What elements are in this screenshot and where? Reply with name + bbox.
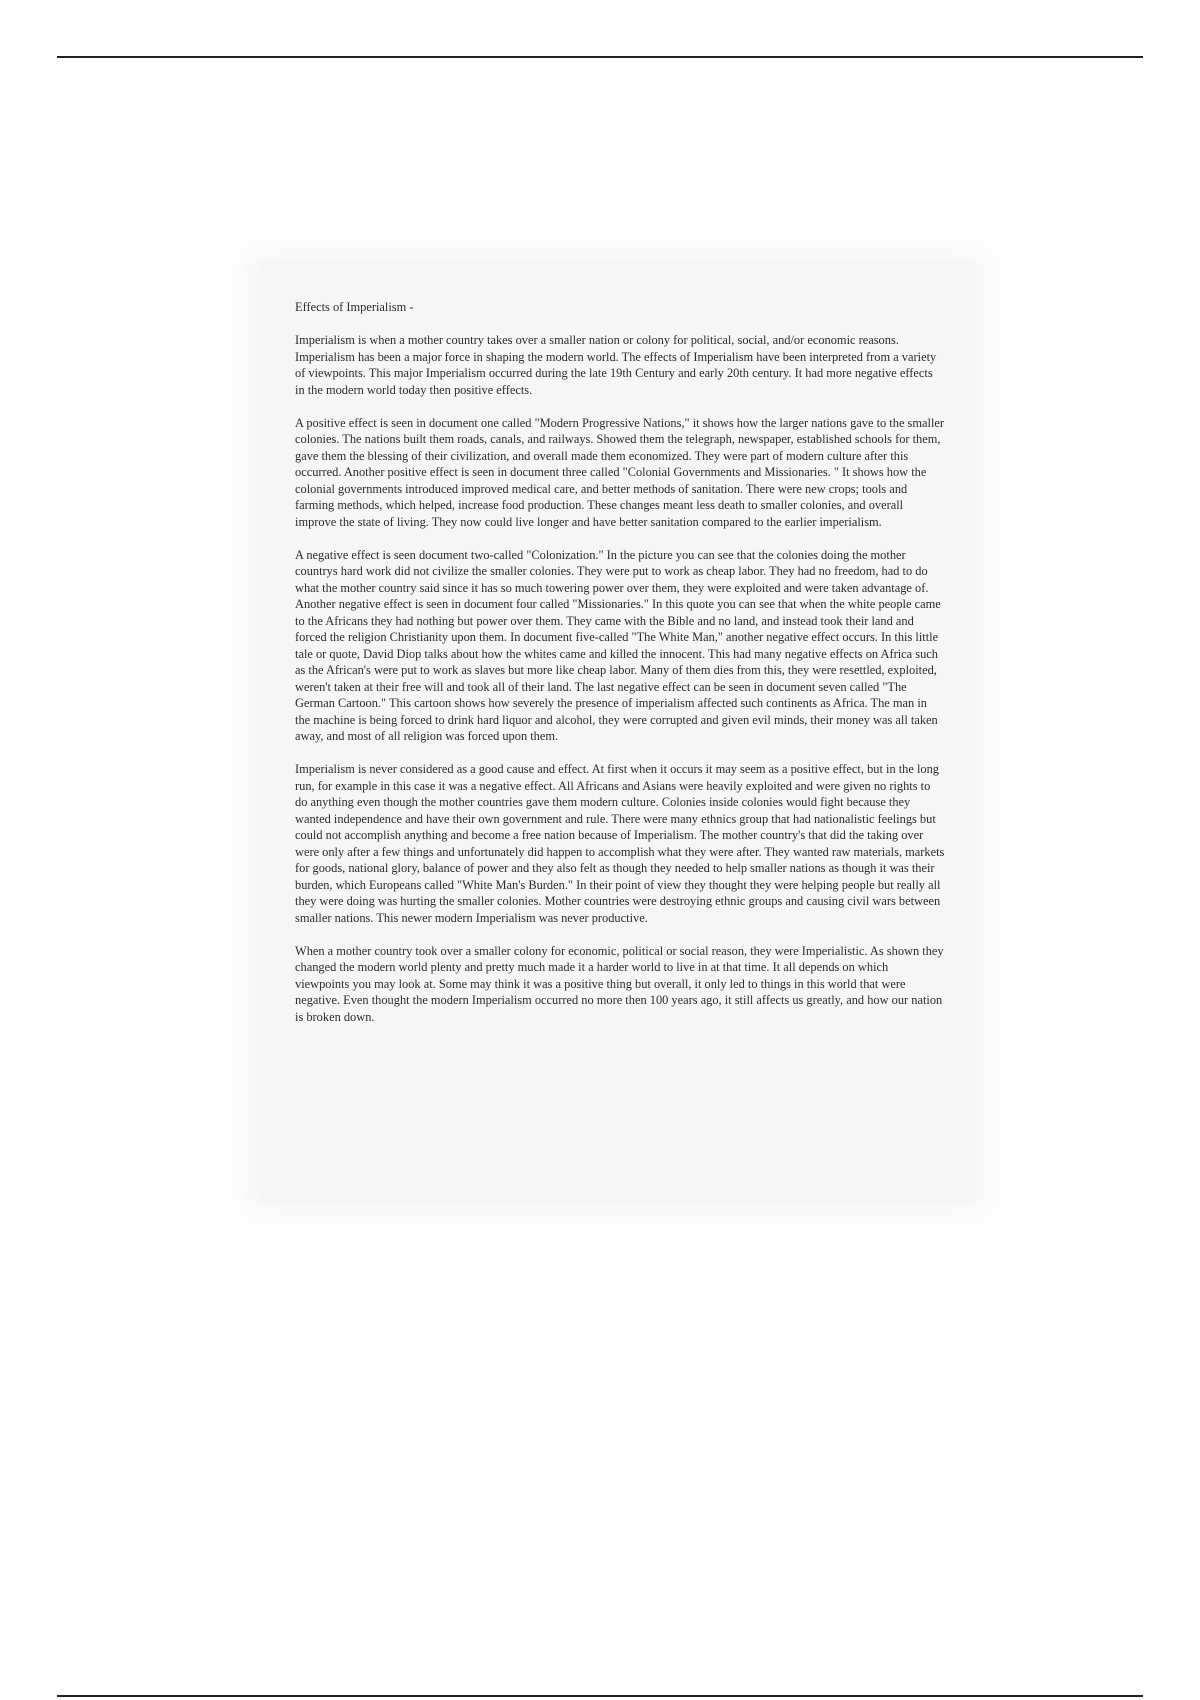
essay-paragraph-negative: A negative effect is seen document two-called "Colonization." In the picture you can see that the colonies doing the mother countrys hard work did not civilize the smaller colonies. They were put to work as cheap labor. They had no freedom, had to do what the mother country said since it has so much towering power over them, they were exploited and were taken advantage of. Another negative effect is seen in document four called "Missionaries." In this quote you can see that when the white people came to the Africans they had nothing but power over them. They came with the Bible and no land, and instead took their land and forced the religion Christianity upon them. In document five-called "The White Man," another negative effect occurs. In this little tale or quote, David Diop talks about how the whites came and killed the innocent. This had many negative effects on Africa such as the African's were put to work as slaves but more like cheap labor. Many of them dies from this, they were resettled, exploited, weren't taken at their free will and took all of their land. The last negative effect can be seen in document seven called "The German Cartoon." This cartoon shows how severely the presence of imperialism affected such continents as Africa. The man in the machine is being forced to drink hard liquor and alcohol, they were corrupted and given evil minds, their money was all taken away, and most of all religion was forced upon them. (295, 547, 941, 743)
essay-paragraph-analysis: Imperialism is never considered as a good cause and effect. At first when it occurs it may seem as a positive effect, but in the long run, for example in this case it was a negative effect. All Africans and Asians were heavily exploited and were given no rights to do anything even though the mother countries gave them modern culture. Colonies inside colonies would fight because they wanted independence and have their own government and rule. There were many ethnics group that had nationalistic feelings but could not accomplish anything and become a free nation because of Imperialism. The mother country's that did the taking over were only after a few things and unfortunately did happen to accomplish what they were after. They wanted raw materials, markets for goods, national glory, balance of power and they also felt as though they needed to help smaller nations as though it was their burden, which Europeans called "White Man's Burden." In their point of view they thought they were helping people but really all they were doing was hurting the smaller colonies. Mother countries were destroying ethnic groups and causing civil wars between smaller nations. This newer modern Imperialism was never productive. (295, 762, 945, 925)
bottom-divider (57, 1695, 1143, 1697)
essay-paragraph-conclusion: When a mother country took over a smaller colony for economic, political or social reason, they were Imperialistic. As shown they changed the modern world plenty and pretty much made it a harder world to live in at that time. It all depends on which viewpoints you may look at. Some may think it was a positive thing but overall, it only led to things in this world that were negative. Even thought the modern Imperialism occurred no more then 100 years ago, it still affects us greatly, and how our nation is broken down. (295, 943, 944, 1024)
top-divider (57, 56, 1143, 58)
essay-paragraph-intro: Imperialism is when a mother country takes over a smaller nation or colony for political, social, and/or economic reasons. Imperialism has been a major force in shaping the modern world. The effects of Imperialism have been interpreted from a variety of viewpoints. This major Imperialism occurred during the late 19th Century and early 20th century. It had more negative effects in the modern world today then positive effects. (295, 333, 937, 397)
essay-paragraph-positive: A positive effect is seen in document one called "Modern Progressive Nations," it shows how the larger nations gave to the smaller colonies. The nations built them roads, canals, and railways. Showed them the telegraph, newspaper, established schools for them, gave them the blessing of their civilization, and overall made them economized. They were part of modern culture after this occurred. Another positive effect is seen in document three called "Colonial Governments and Missionaries. " It shows how the colonial governments introduced improved medical care, and better methods of sanitation. There were new crops; tools and farming methods, which helped, increase food production. These changes meant less death to smaller colonies, and overall improve the state of living. They now could live longer and have better sanitation compared to the earlier imperialism. (295, 415, 945, 529)
essay-body (295, 299, 945, 1042)
essay-title: Effects of Imperialism - (295, 300, 414, 314)
